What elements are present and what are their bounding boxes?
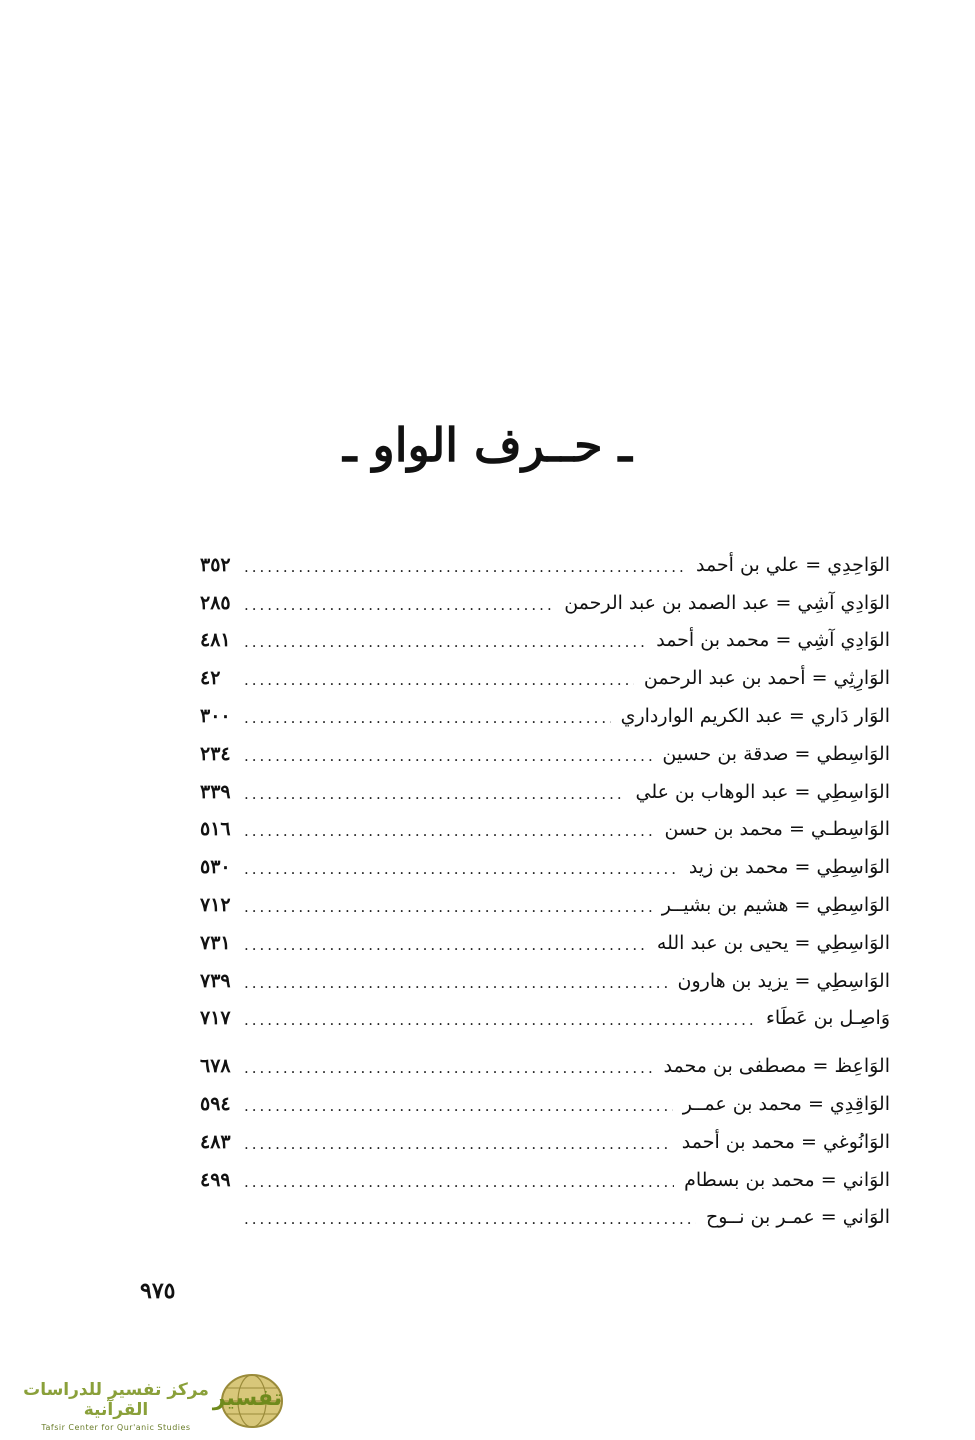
index-entry bbox=[200, 622, 890, 660]
entry-text: الوَاني = محمد بن بسطام bbox=[684, 1168, 890, 1191]
index-entry bbox=[200, 886, 890, 924]
entry-page-number: ٧١٢ bbox=[200, 894, 231, 917]
dot-leader bbox=[244, 818, 655, 840]
index-entry bbox=[200, 546, 890, 584]
entry-page-number: ٤٢ bbox=[200, 667, 221, 690]
logo-english-name: Tafsir Center for Qur'anic Studies bbox=[41, 1423, 191, 1432]
dot-leader bbox=[244, 932, 647, 954]
index-entry bbox=[200, 1000, 890, 1038]
index-entry bbox=[200, 1047, 890, 1085]
dot-leader bbox=[244, 592, 554, 614]
entry-text: الوَاسِطِي = محمد بن زيد bbox=[688, 856, 890, 879]
entry-page-number: ٧٣٩ bbox=[200, 969, 231, 992]
entry-page-number: ٤٨١ bbox=[200, 629, 231, 652]
entry-text: الوَار دَاري = عبد الكريم الوارداري bbox=[620, 705, 890, 728]
publisher-logo bbox=[16, 1372, 288, 1430]
dot-leader bbox=[244, 743, 652, 765]
dot-leader bbox=[244, 629, 646, 651]
footer-page-number: ٩٧٥ bbox=[140, 1278, 176, 1304]
index-entry bbox=[200, 811, 890, 849]
entry-text: الوَاني = عمـر بن نــوح bbox=[706, 1206, 890, 1229]
entry-text: الوَانُوغي = محمد بن أحمد bbox=[681, 1130, 890, 1153]
dot-leader bbox=[244, 1169, 674, 1191]
entry-page-number: ٣٠٠ bbox=[200, 705, 231, 728]
index-entry bbox=[200, 773, 890, 811]
entry-page-number: ٦٧٨ bbox=[200, 1055, 231, 1078]
entry-page-number: ٧٣١ bbox=[200, 931, 231, 954]
logo-text bbox=[16, 1380, 216, 1432]
entry-text: الوَاقِدِي = محمد بن عمــر bbox=[682, 1093, 890, 1116]
entry-text: الوَاسِطِي = يزيد بن هارون bbox=[677, 969, 890, 992]
dot-leader bbox=[244, 667, 634, 689]
dot-leader bbox=[244, 1093, 673, 1115]
index-entry bbox=[200, 1123, 890, 1161]
entry-page-number: ٥٣٠ bbox=[200, 856, 231, 879]
dot-leader bbox=[244, 894, 652, 916]
index-entry bbox=[200, 735, 890, 773]
entry-text: الوَاسِطِي = عبد الوهاب بن علي bbox=[635, 780, 890, 803]
dot-leader bbox=[244, 970, 668, 992]
entry-page-number: ٣٥٢ bbox=[200, 553, 231, 576]
index-entry bbox=[200, 697, 890, 735]
entry-text: الوَادِي آشِي = محمد بن أحمد bbox=[656, 629, 890, 652]
entry-page-number: ٥١٦ bbox=[200, 818, 231, 841]
dot-leader bbox=[244, 856, 679, 878]
entry-page-number: ٧١٧ bbox=[200, 1007, 231, 1030]
page-title: ـ حــرف الواو ـ bbox=[342, 418, 632, 472]
index-entry bbox=[200, 848, 890, 886]
entry-page-number: ٣٣٩ bbox=[200, 780, 231, 803]
index-entry bbox=[200, 1199, 890, 1237]
entry-page-number: ٤٩٩ bbox=[200, 1168, 231, 1191]
dot-leader bbox=[244, 781, 626, 803]
dot-leader bbox=[244, 705, 611, 727]
dot-leader bbox=[244, 1055, 654, 1077]
entry-text: الوَاسِطي = صدقة بن حسين bbox=[662, 742, 890, 765]
entry-text: الوَاحِدِي = علي بن أحمد bbox=[695, 553, 890, 576]
entry-text: الوَاسِطِي = يحيى بن عبد الله bbox=[656, 931, 890, 954]
logo-word: تفسير bbox=[212, 1386, 282, 1411]
index-entry bbox=[200, 659, 890, 697]
index-entry bbox=[200, 962, 890, 1000]
entry-page-number: ٥٩٤ bbox=[200, 1093, 231, 1116]
entry-text: الوَاعِظ = مصطفى بن محمد bbox=[663, 1055, 890, 1078]
dot-leader bbox=[244, 1131, 672, 1153]
entry-text: وَاصِـل بن عَطَاء bbox=[765, 1007, 890, 1030]
index-entry bbox=[200, 1085, 890, 1123]
entry-text: الوَاسِطِي = هشيم بن بشيــر bbox=[661, 894, 890, 917]
dot-leader bbox=[244, 554, 686, 576]
dot-leader bbox=[244, 1007, 756, 1029]
logo-arabic-name: مركز تفسير للدراسات القرآنية bbox=[23, 1380, 209, 1420]
entry-text: الوَاسِطـي = محمد بن حسن bbox=[664, 818, 890, 841]
entry-text: الوَادِي آشِي = عبد الصمد بن عبد الرحمن bbox=[564, 591, 890, 614]
index-entry bbox=[200, 924, 890, 962]
index-entry bbox=[200, 584, 890, 622]
index-entry bbox=[200, 1161, 890, 1199]
index-list bbox=[200, 546, 890, 1236]
entry-page-number: ٤٨٣ bbox=[200, 1130, 231, 1153]
entry-text: الوَارِثِي = أحمد بن عبد الرحمن bbox=[643, 667, 890, 690]
entry-page-number: ٢٨٥ bbox=[200, 591, 231, 614]
entry-page-number: ٢٣٤ bbox=[200, 742, 231, 765]
globe-icon bbox=[212, 1372, 288, 1430]
dot-leader bbox=[244, 1206, 696, 1228]
